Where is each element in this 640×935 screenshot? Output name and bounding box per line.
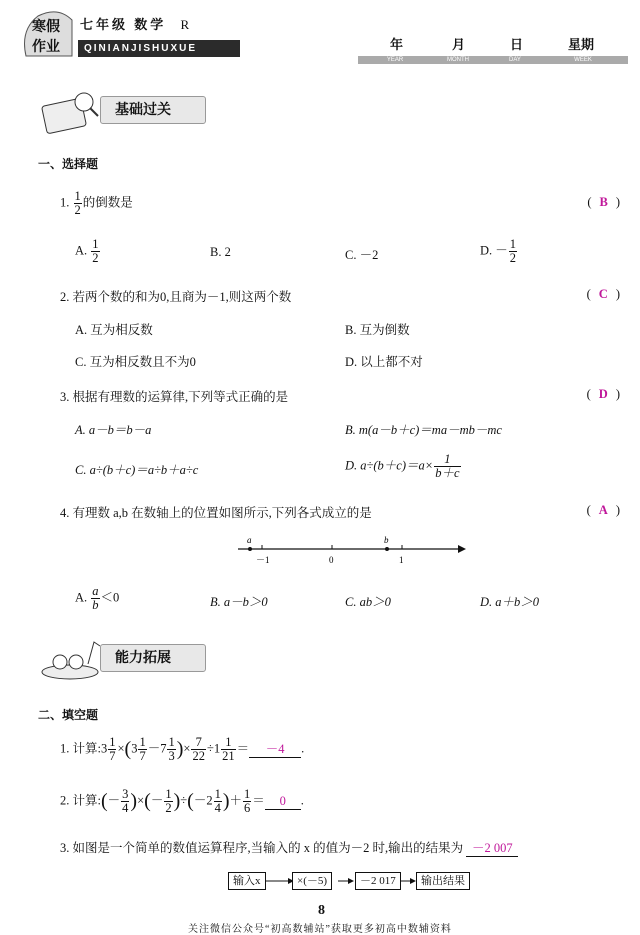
badge-line1: 寒假 [32,20,60,35]
tick-label-0: 0 [329,555,334,565]
tick-label-neg1: －1 [256,555,270,565]
date-month-en: MONTH [440,56,476,64]
fill-question-3 [60,838,518,857]
date-year-en: YEAR [380,56,410,64]
date-year: 年 [390,37,404,52]
tick-label-1: 1 [399,555,404,565]
q1-option-b: B. 2 [210,245,231,259]
q1-fraction: $\frac{1}{2}$ [74,189,81,218]
q4-answer: ( A ) [586,503,620,517]
section2-banner [40,636,240,680]
footer-note: 关注微信公众号“初高数辅站”获取更多初高中数辅资料 [188,924,452,935]
subject-title: 七年级 数学 [80,17,167,32]
date-day-en: DAY [500,56,530,64]
pinyin-band: QINIANJISHUXUE [78,40,240,57]
header-badge [18,10,73,58]
q2-option-c: C. 互为相反数且不为0 [75,355,196,369]
q1-number: 1. [60,195,70,210]
q2-option-d: D. 以上都不对 [345,355,423,369]
date-day: 日 [510,37,524,52]
q4-option-b: B. a－b＞0 [210,595,268,609]
number-line [232,535,468,569]
section2-title: 能力拓展 [100,644,206,672]
date-week: 星期 [568,37,595,52]
flow-input-box: 输入x [228,872,266,890]
fill-q1-prefix: 1. 计算: [60,741,101,756]
page-number: 8 [318,903,325,918]
q2-option-b: B. 互为倒数 [345,323,410,337]
flow-subtract-box: －2 017 [355,872,401,890]
point-b-label: b [384,535,389,545]
flow-multiply-box: ×(－5) [292,872,332,890]
header-title [80,14,192,33]
section1-banner [40,88,240,132]
q3-option-b: B. m(a－b＋c)＝ma－mb－mc [345,423,502,437]
q3-answer: ( D ) [586,387,620,401]
tablet-reading-icon [40,88,104,134]
q2-option-a: A. 互为相反数 [75,323,153,337]
q4-option-a: A. $\frac{a}{b}$ ＜0 [75,584,120,613]
q1-option-c: C. －2 [345,248,379,262]
q1-text: 的倒数是 [82,195,133,210]
question-3: 3. 根据有理数的运算律,下列等式正确的是 [60,390,289,404]
q1-answer: ( B ) [587,195,620,209]
question-2: 2. 若两个数的和为0,且商为－1,则这两个数 [60,290,292,304]
edition-mark: R [180,17,193,32]
q3-option-c: C. a÷(b＋c)＝a÷b＋a÷c [75,463,199,477]
date-month: 月 [452,37,466,52]
arrow-right-icon [458,545,466,553]
glasses-books-icon [40,636,104,682]
fill-q2-prefix: 2. 计算: [60,793,101,808]
q3-option-a: A. a－b＝b－a [75,423,152,437]
section1-title: 基础过关 [100,96,206,124]
point-a-label: a [247,535,252,545]
q4-option-c: C. ab＞0 [345,595,391,609]
flow-output-box: 输出结果 [416,872,470,890]
question-1 [60,190,133,217]
point-b [385,547,389,551]
q4-option-d: D. a＋b＞0 [480,595,540,609]
question-4: 4. 有理数 a,b 在数轴上的位置如图所示,下列各式成立的是 [60,506,372,520]
fill-q3-text: 3. 如图是一个简单的数值运算程序,当输入的 x 的值为－2 时,输出的结果为 [60,841,464,855]
fill-question-2: 2. 计算:(－ $\frac{3}{4}$ )×(－ $\frac{1}{2}$ )÷(－2 $\frac{1}{4}$ )＋ $\frac{1}{6}$ ＝ 0 . [60,787,304,816]
q2-answer: ( C ) [586,287,620,301]
fill-question-1: 1. 计算:3 $\frac{1}{7}$ ×(3 $\frac{1}{7}$ －7 $\frac{1}{3}$ )× $\frac{7}{22}$ ÷1 $\frac{1}{21}$ ＝ －4 . [60,735,305,764]
point-a [248,547,252,551]
section2-heading: 二、填空题 [38,708,99,722]
date-week-en: WEEK [565,56,601,64]
fill-q1-answer: －4 [249,739,301,758]
q1-option-a: A. $\frac{1}{2}$ [75,237,99,266]
fill-q3-answer: －2 007 [466,838,518,857]
q1-option-d: D. － $\frac{1}{2}$ [480,237,517,266]
section1-heading: 一、选择题 [38,157,99,171]
badge-line2: 作业 [32,40,60,55]
q3-option-d: D. a÷(b＋c)＝a× $\frac{1}{b+c}$ [345,452,460,481]
fill-q2-answer: 0 [265,794,301,810]
